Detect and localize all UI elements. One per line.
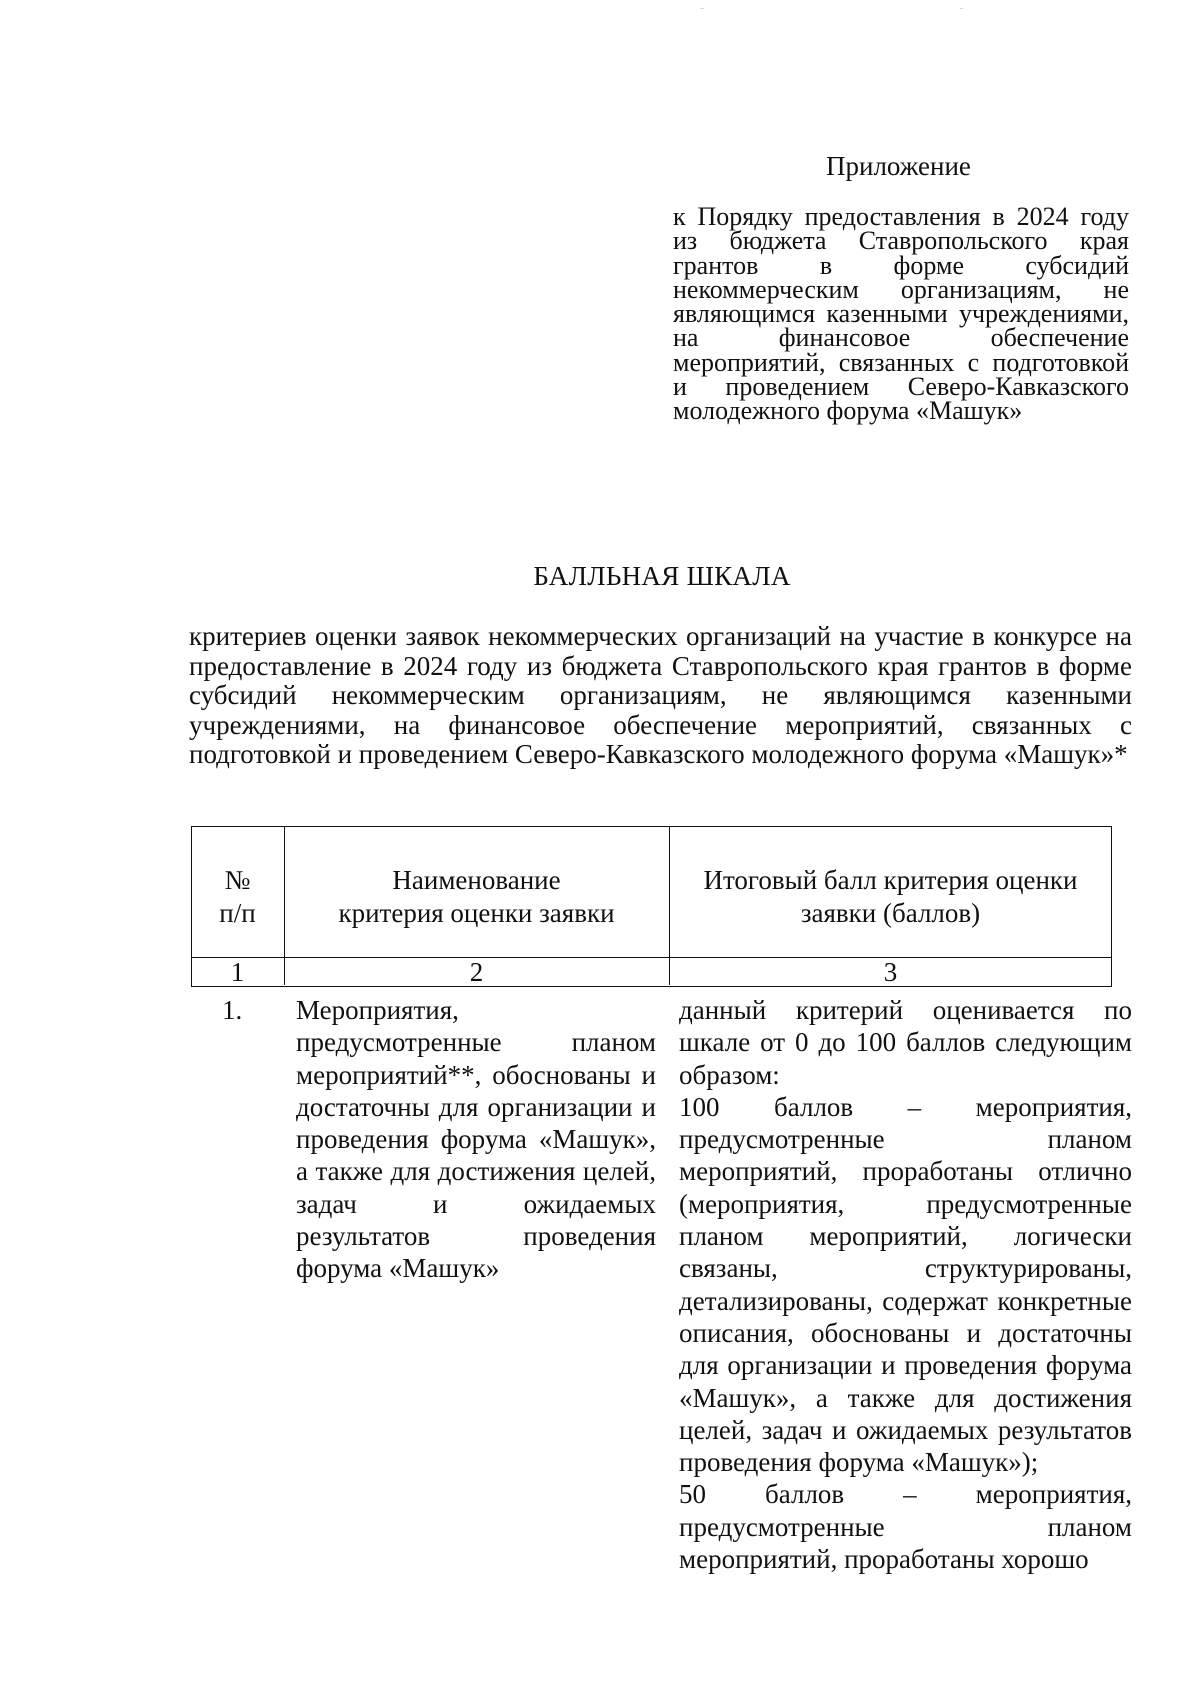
header-criterion-line2: критерия оценки заявки xyxy=(338,898,615,928)
header-score-line2: заявки (баллов) xyxy=(800,898,981,928)
table-header-criterion xyxy=(284,864,669,930)
row-criterion: Мероприятия, предусмотренные планом мероприятий**, обоснованы и достаточны для организации и проведения форума «Машук», а также для достижения целей, задач и ожидаемых результатов проведения форума «Машук» xyxy=(296,995,656,1284)
table-header-score xyxy=(669,864,1112,930)
document-subtitle: критериев оценки заявок некоммерческих организаций на участие в конкурсе на предоставление в 2024 году из бюджета Ставропольского края грантов в форме субсидий некоммерческим организациям, не являющимся казенными учреждениями, на финансовое обеспечение мероприятий, связанных с подготовкой и проведением Северо-Кавказского молодежного форума «Машук»* xyxy=(189,621,1132,769)
row-score-description xyxy=(679,994,1132,1575)
header-number-line2: п/п xyxy=(219,898,256,928)
header-score-line1: Итоговый балл критерия оценки xyxy=(703,865,1078,895)
scan-artifact xyxy=(700,8,704,9)
score-intro: данный критерий оценивается по шкале от 0 до 100 баллов следующим образом: xyxy=(679,995,1132,1090)
header-number-line1: № xyxy=(224,865,251,895)
column-number-1: 1 xyxy=(230,957,245,987)
column-number-3: 3 xyxy=(883,957,898,987)
column-number-2: 2 xyxy=(469,957,484,987)
appendix-text: к Порядку предоставления в 2024 году из бюджета Ставропольского края грантов в форме субсидий некоммерческим организациям, не являющимся казенными учреждениями, на финансовое обеспечение мероприятий, связанных с подготовкой и проведением Северо-Кавказского молодежного форума «Машук» xyxy=(673,202,1129,426)
scan-artifact xyxy=(960,8,963,9)
appendix-title: Приложение xyxy=(826,151,971,181)
score-100-points: 100 баллов – мероприятия, предусмотренные планом мероприятий, проработаны отлично (мероприятия, предусмотренные планом мероприятий, логически связаны, структурированы, детализированы, содержат конкретные описания, обоснованы и достаточны для организации и проведения форума «Машук», а также для достижения целей, задач и ожидаемых результатов проведения форума «Машук»); xyxy=(679,1091,1132,1478)
score-50-points: 50 баллов – мероприятия, предусмотренные планом мероприятий, проработаны хорошо xyxy=(679,1479,1132,1575)
row-number: 1. xyxy=(222,995,243,1025)
table-header-number xyxy=(191,864,284,930)
document-title: БАЛЛЬНАЯ ШКАЛА xyxy=(533,561,791,591)
header-criterion-line1: Наименование xyxy=(392,865,561,895)
